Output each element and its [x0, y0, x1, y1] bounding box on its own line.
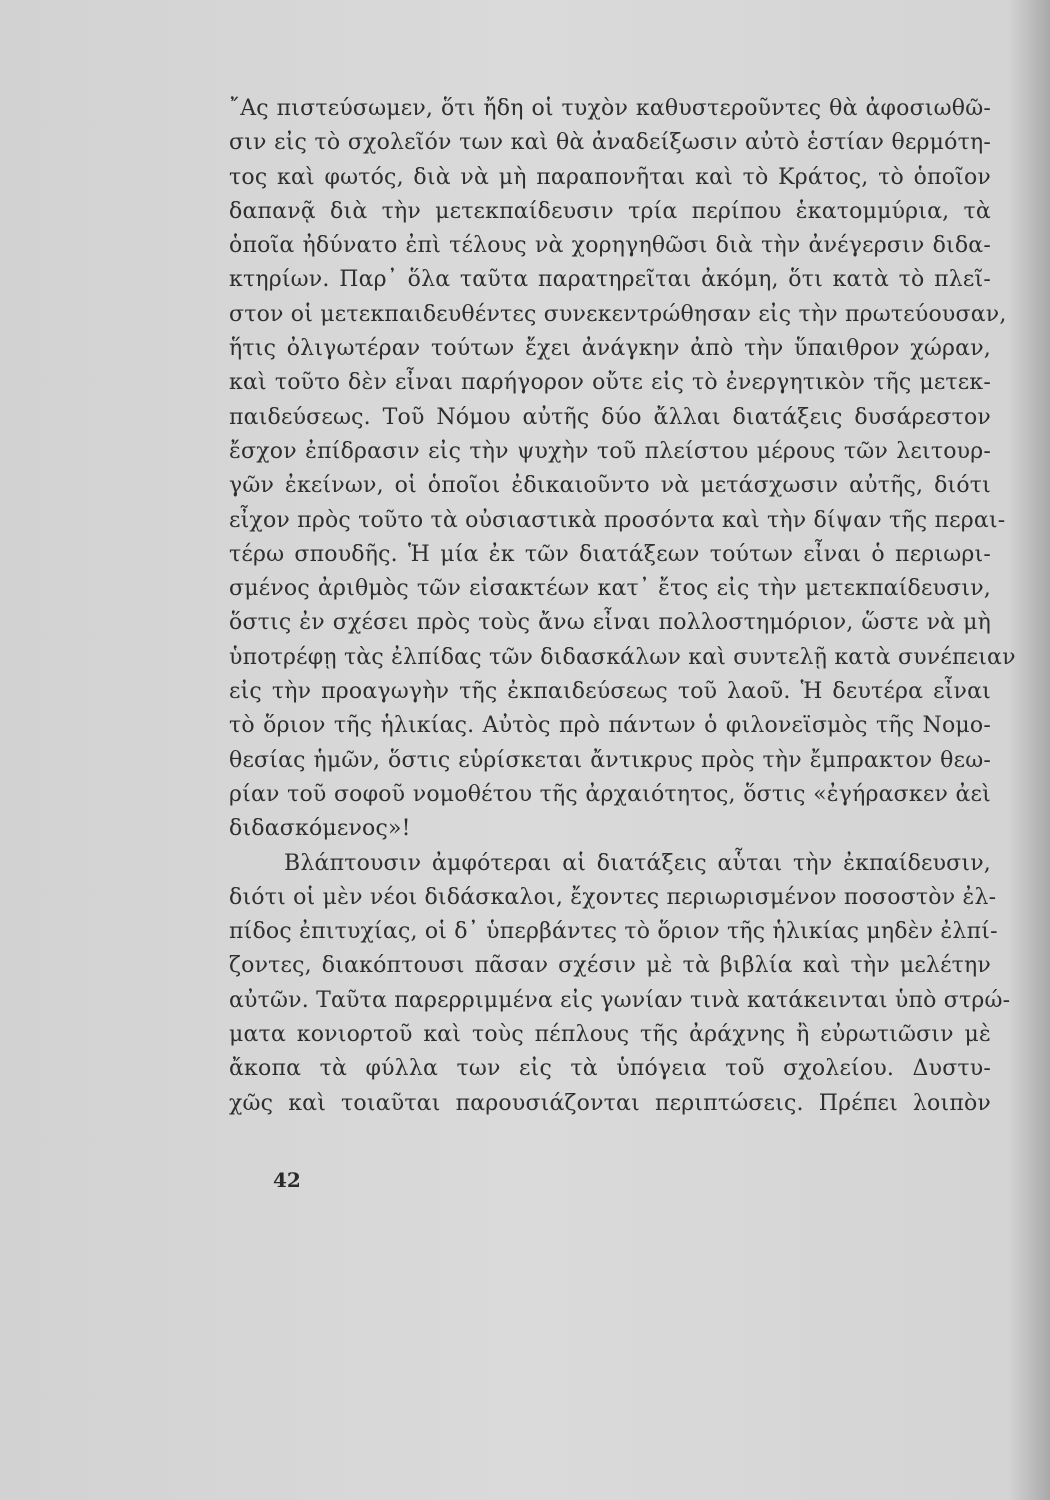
text-line: χῶς καὶ τοιαῦται παρουσιάζονται περιπτώσεις. Πρέπει λοιπὸν: [229, 1090, 991, 1116]
text-line: ζοντες, διακόπτουσι πᾶσαν σχέσιν μὲ τὰ βιβλία καὶ τὴν μελέτην: [229, 953, 991, 979]
paragraph-2: [229, 847, 1011, 1121]
page-number: 42: [273, 1168, 301, 1192]
text-line: στον οἱ μετεκπαιδευθέντες συνεκεντρώθησαν εἰς τὴν πρωτεύουσαν,: [229, 301, 1007, 327]
text-line: τὸ ὅριον τῆς ἡλικίας. Αὐτὸς πρὸ πάντων ὁ φιλονεϊσμὸς τῆς Νομο-: [229, 713, 991, 739]
text-line: εἰς τὴν προαγωγὴν τῆς ἐκπαιδεύσεως τοῦ λαοῦ. Ἡ δευτέρα εἶναι: [229, 679, 991, 705]
text-line: διότι οἱ μὲν νέοι διδάσκαλοι, ἔχοντες περιωρισμένον ποσοστὸν ἐλ-: [229, 884, 997, 910]
text-line: ὁποῖα ἠδύνατο ἐπὶ τέλους νὰ χορηγηθῶσι διὰ τὴν ἀνέγερσιν διδα-: [229, 233, 991, 259]
text-line: τέρω σπουδῆς. Ἡ μία ἐκ τῶν διατάξεων τούτων εἶναι ὁ περιωρι-: [229, 541, 991, 567]
text-line: σμένος ἀριθμὸς τῶν εἰσακτέων κατ᾿ ἔτος εἰς τὴν μετεκπαίδευσιν,: [229, 576, 991, 602]
text-line: ῎Ας πιστεύσωμεν, ὅτι ἤδη οἱ τυχὸν καθυστεροῦντες θὰ ἀφοσιωθῶ-: [229, 96, 991, 121]
paragraph-1: [229, 92, 1016, 847]
text-line: Βλάπτουσιν ἀμφότεραι αἱ διατάξεις αὗται τὴν ἐκπαίδευσιν,: [284, 850, 991, 876]
text-line: αὐτῶν. Ταῦτα παρερριμμένα εἰς γωνίαν τινὰ κατάκεινται ὑπὸ στρώ-: [229, 987, 1011, 1013]
text-line: θεσίας ἡμῶν, ὅστις εὑρίσκεται ἄντικρυς πρὸς τὴν ἔμπρακτον θεω-: [229, 747, 991, 773]
text-line: πίδος ἐπιτυχίας, οἱ δ᾿ ὑπερβάντες τὸ ὅριον τῆς ἡλικίας μηδὲν ἐλπί-: [229, 919, 998, 945]
text-line: ἄκοπα τὰ φύλλα των εἰς τὰ ὑπόγεια τοῦ σχολείου. Δυστυ-: [229, 1056, 991, 1082]
text-line: δαπανᾷ διὰ τὴν μετεκπαίδευσιν τρία περίπου ἑκατομμύρια, τὰ: [229, 198, 991, 224]
text-line: τος καὶ φωτός, διὰ νὰ μὴ παραπονῆται καὶ τὸ Κράτος, τὸ ὁποῖον: [229, 164, 991, 190]
text-line: καὶ τοῦτο δὲν εἶναι παρήγορον οὔτε εἰς τὸ ἐνεργητικὸν τῆς μετεκ-: [229, 370, 991, 396]
body-text: [229, 92, 1016, 1121]
text-line: παιδεύσεως. Τοῦ Νόμου αὐτῆς δύο ἄλλαι διατάξεις δυσάρεστον: [229, 404, 991, 430]
text-line: ρίαν τοῦ σοφοῦ νομοθέτου τῆς ἀρχαιότητος, ὅστις «ἐγήρασκεν ἀεὶ: [229, 781, 991, 807]
text-line: διδασκόμενος»!: [229, 816, 411, 842]
text-line: ὅστις ἐν σχέσει πρὸς τοὺς ἄνω εἶναι πολλοστημόριον, ὥστε νὰ μὴ: [229, 610, 991, 636]
text-line: γῶν ἐκείνων, οἱ ὁποῖοι ἐδικαιοῦντο νὰ μετάσχωσιν αὐτῆς, διότι: [229, 473, 991, 499]
text-line: ὑποτρέφῃ τὰς ἐλπίδας τῶν διδασκάλων καὶ συντελῇ κατὰ συνέπειαν: [229, 644, 1016, 670]
text-line: κτηρίων. Παρ᾿ ὅλα ταῦτα παρατηρεῖται ἀκόμη, ὅτι κατὰ τὸ πλεῖ-: [229, 267, 991, 293]
text-line: ματα κονιορτοῦ καὶ τοὺς πέπλους τῆς ἀράχνης ἢ εὐρωτιῶσιν μὲ: [229, 1022, 991, 1048]
text-line: σιν εἰς τὸ σχολεῖόν των καὶ θὰ ἀναδείξωσιν αὐτὸ ἑστίαν θερμότη-: [229, 130, 991, 156]
text-line: εἶχον πρὸς τοῦτο τὰ οὐσιαστικὰ προσόντα καὶ τὴν δίψαν τῆς περαι-: [229, 507, 1006, 533]
text-line: ἥτις ὀλιγωτέραν τούτων ἔχει ἀνάγκην ἀπὸ τὴν ὕπαιθρον χώραν,: [229, 336, 991, 362]
text-line: ἔσχον ἐπίδρασιν εἰς τὴν ψυχὴν τοῦ πλείστου μέρους τῶν λειτουρ-: [229, 438, 991, 464]
